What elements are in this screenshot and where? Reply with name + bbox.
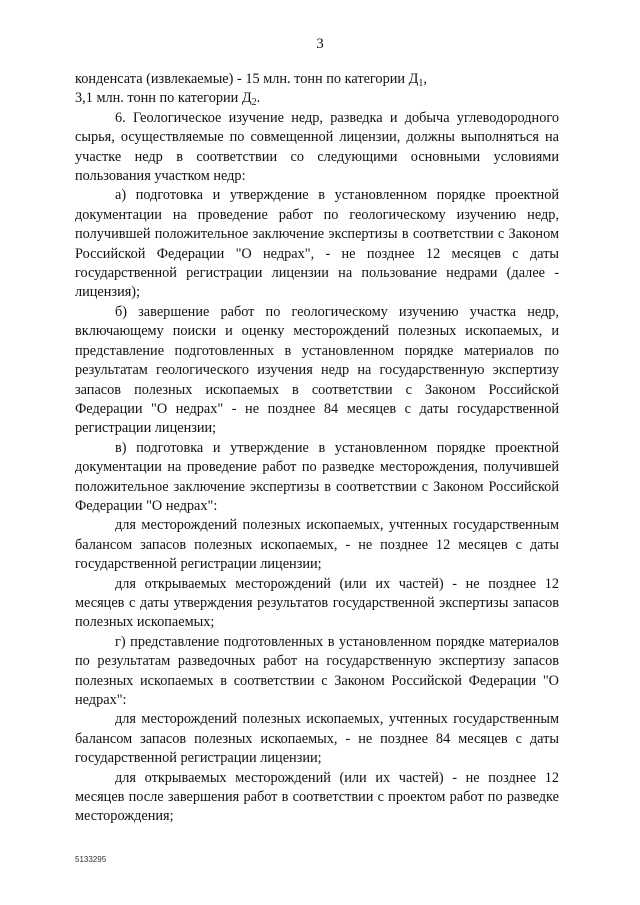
paragraph-item-v: в) подготовка и утверждение в установленном порядке проектной документации на проведение работ по разведке месторождения, получившей положительное заключение экспертизы в соответствии с Законом Российской Федерации "О недрах":: [75, 439, 559, 514]
document-body: [75, 70, 559, 827]
paragraph-condensate-d2: 3,1 млн. тонн по категории $Д_2$.: [75, 90, 261, 109]
paragraph-v-existing: для месторождений полезных ископаемых, учтенных государственным балансом запасов полезных ископаемых, - не позднее 12 месяцев с даты государственной регистрации лицензии;: [75, 517, 559, 573]
paragraph-g-existing: для месторождений полезных ископаемых, учтенных государственным балансом запасов полезных ископаемых, - не позднее 84 месяцев с даты государственной регистрации лицензии;: [75, 711, 559, 767]
paragraph-item-a: а) подготовка и утверждение в установленном порядке проектной документации на проведение работ по геологическому изучению недр, получившей положительное заключение экспертизы в соответствии с Законом Российской Федерации "О недрах", - не позднее 12 месяцев с даты государственной регистрации лицензии на пользование недрами (далее - лицензия);: [75, 187, 559, 301]
paragraph-item-g: г) представление подготовленных в установленном порядке материалов по результатам разведочных работ на государственную экспертизу запасов полезных ископаемых в соответствии с Законом Российской Федерации "О недрах":: [75, 633, 559, 708]
page-number: 3: [316, 36, 324, 52]
paragraph-g-new: для открываемых месторождений (или их частей) - не позднее 12 месяцев после завершения работ в соответствии с проектом работ по разведке месторождения;: [75, 769, 559, 825]
paragraph-v-new: для открываемых месторождений (или их частей) - не позднее 12 месяцев с даты утверждения результатов государственной экспертизы запасов полезных ископаемых;: [75, 575, 559, 631]
document-code: 5133295: [75, 855, 107, 864]
paragraph-item-b: б) завершение работ по геологическому изучению участка недр, включающему поиски и оценку месторождений полезных ископаемых, и представление подготовленных в установленном порядке материалов по результатам геологического изучения недр на государственную экспертизу запасов полезных ископаемых в соответствии с Законом Российской Федерации "О недрах" - не позднее 84 месяцев с даты государственной регистрации лицензии;: [75, 303, 559, 437]
paragraph-condensate-d1: конденсата (извлекаемые) - 15 млн. тонн по категории $Д_1$,: [75, 71, 427, 89]
paragraph-item-6: 6. Геологическое изучение недр, разведка и добыча углеводородного сырья, осуществляемые по совмещенной лицензии, должны выполняться на участке недр в соответствии со следующими основными условиями пользования участком недр:: [75, 109, 559, 185]
